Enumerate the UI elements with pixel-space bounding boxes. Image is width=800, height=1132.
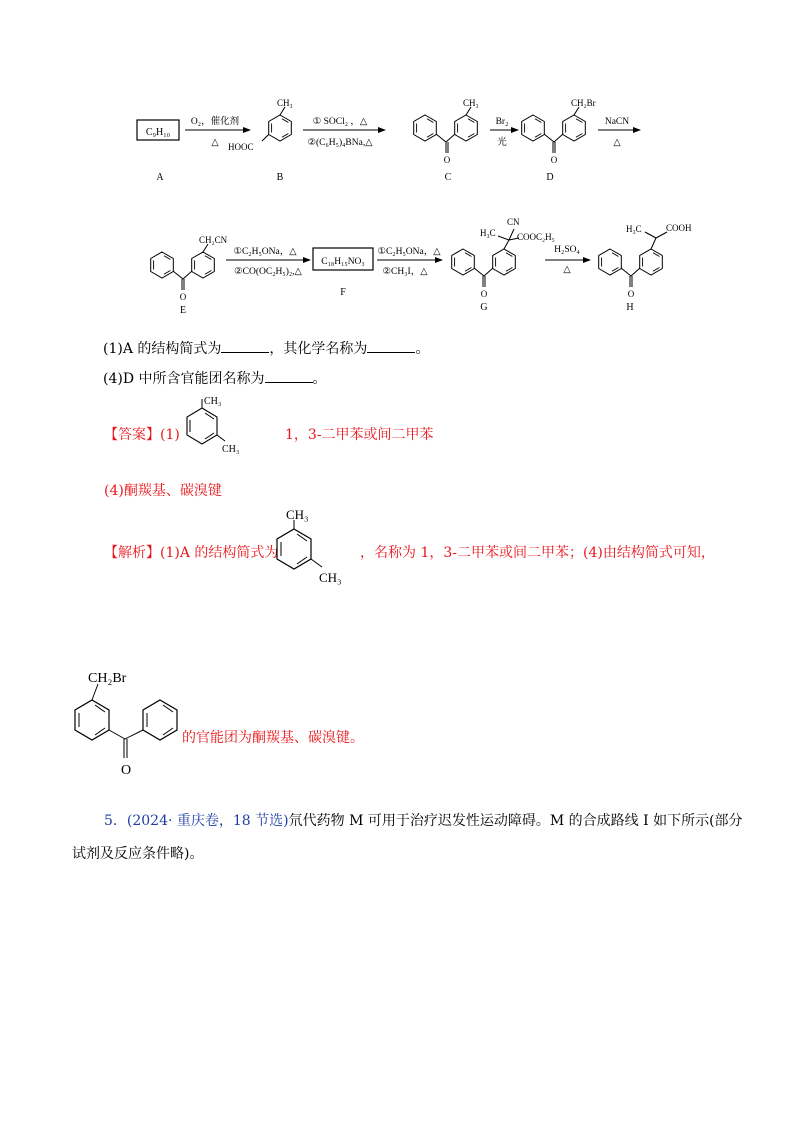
compound-C <box>414 98 479 183</box>
arrow-6 <box>377 246 442 277</box>
svg-text:O: O <box>120 763 132 778</box>
svg-text:A: A <box>156 172 164 183</box>
arrow-5 <box>226 246 310 277</box>
svg-text:②CH₃I，△: ②CH₃I，△ <box>382 267 428 277</box>
svg-text:H: H <box>626 302 634 313</box>
svg-text:CH₃: CH₃ <box>319 570 342 585</box>
svg-text:△: △ <box>613 138 621 148</box>
svg-text:CH₃: CH₃ <box>204 396 222 407</box>
svg-text:H₃C: H₃C <box>626 224 642 234</box>
analysis-line-1b: ，名称为 1，3-二甲苯或间二甲苯；(4)由结构简式可知， <box>360 545 715 561</box>
svg-text:CH₂Br: CH₂Br <box>88 671 127 686</box>
answer-xylene-structure <box>178 390 258 462</box>
svg-text:①C₂H₅ONa，△: ①C₂H₅ONa，△ <box>233 247 297 257</box>
arrow-7 <box>545 245 590 275</box>
svg-text:COOH: COOH <box>666 223 692 233</box>
problem-5-line-1: 5．(2024· 重庆卷，18 节选)氘代药物 M 可用于治疗迟发性运动障碍。M 的合成路线 I 如下所示(部分 <box>104 813 743 829</box>
svg-text:CN: CN <box>507 217 520 227</box>
synthesis-scheme <box>0 0 800 320</box>
analysis-xylene-structure <box>268 505 360 591</box>
svg-text:CH₃: CH₃ <box>222 444 240 455</box>
svg-text:O: O <box>179 292 187 302</box>
svg-text:Br₂: Br₂ <box>495 117 509 127</box>
svg-text:②(C₆H₅)₄BNa,△: ②(C₆H₅)₄BNa,△ <box>307 138 373 148</box>
svg-text:① SOCl₂ ，△: ① SOCl₂ ，△ <box>312 117 368 127</box>
compound-D <box>522 98 596 183</box>
arrow-3 <box>490 117 518 148</box>
svg-text:G: G <box>480 302 488 313</box>
svg-text:H₃C: H₃C <box>480 228 496 238</box>
svg-text:O: O <box>480 289 488 299</box>
svg-text:O: O <box>443 155 451 165</box>
svg-text:H₂SO₄: H₂SO₄ <box>554 245 580 255</box>
svg-text:COOC₂H₅: COOC₂H₅ <box>517 232 555 242</box>
compound-A <box>137 120 179 183</box>
problem-5-line-2: 试剂及反应条件略)。 <box>72 846 204 862</box>
svg-text:B: B <box>276 172 284 183</box>
svg-text:CH₃: CH₃ <box>277 98 293 108</box>
svg-text:O: O <box>550 155 558 165</box>
svg-text:NaCN: NaCN <box>604 117 630 127</box>
svg-text:F: F <box>340 287 346 298</box>
compound-E <box>151 235 228 316</box>
svg-text:②CO(OC₂H₅)₂,△: ②CO(OC₂H₅)₂,△ <box>234 267 302 277</box>
analysis-compound-D-structure <box>64 662 192 782</box>
answer-q4: (4)酮羰基、碳溴键 <box>104 483 222 499</box>
arrow-4 <box>598 117 640 148</box>
analysis-line-1: 【解析】(1)A 的结构简式为 <box>104 545 279 561</box>
svg-text:HOOC: HOOC <box>228 142 254 152</box>
svg-text:O₂，催化剂: O₂，催化剂 <box>190 117 240 127</box>
svg-text:△: △ <box>211 138 219 148</box>
blank-1 <box>221 340 269 353</box>
svg-text:CH₃: CH₃ <box>463 98 479 108</box>
svg-text:CH₃: CH₃ <box>286 507 309 522</box>
compound-B <box>228 98 293 183</box>
compound-F <box>313 248 373 298</box>
compound-G <box>452 217 555 313</box>
answer-name: 1，3-二甲苯或间二甲苯 <box>285 427 434 443</box>
svg-text:E: E <box>179 305 187 316</box>
svg-text:O: O <box>627 289 635 299</box>
svg-text:△: △ <box>563 265 571 275</box>
blank-2 <box>367 340 415 353</box>
svg-text:C: C <box>444 172 452 183</box>
svg-text:C₉H₁₀: C₉H₁₀ <box>145 127 171 138</box>
blank-3 <box>265 370 313 383</box>
answer-label: 【答案】(1) <box>104 427 180 443</box>
svg-text:CH₂CN: CH₂CN <box>199 235 228 245</box>
svg-text:①C₂H₅ONa，△: ①C₂H₅ONa，△ <box>377 247 441 257</box>
svg-text:CH₂Br: CH₂Br <box>571 98 596 108</box>
compound-H <box>599 223 692 313</box>
svg-text:C₁₈H₁₅NO₃: C₁₈H₁₅NO₃ <box>321 257 365 267</box>
question-4: (4)D 中所含官能团名称为 。 <box>103 371 327 387</box>
svg-text:D: D <box>546 172 554 183</box>
question-1: (1)A 的结构简式为 ，其化学名称为 。 <box>103 341 430 357</box>
svg-text:光: 光 <box>497 138 507 148</box>
arrow-2 <box>303 116 385 148</box>
analysis-line-2: 的官能团为酮羰基、碳溴键。 <box>182 730 364 746</box>
